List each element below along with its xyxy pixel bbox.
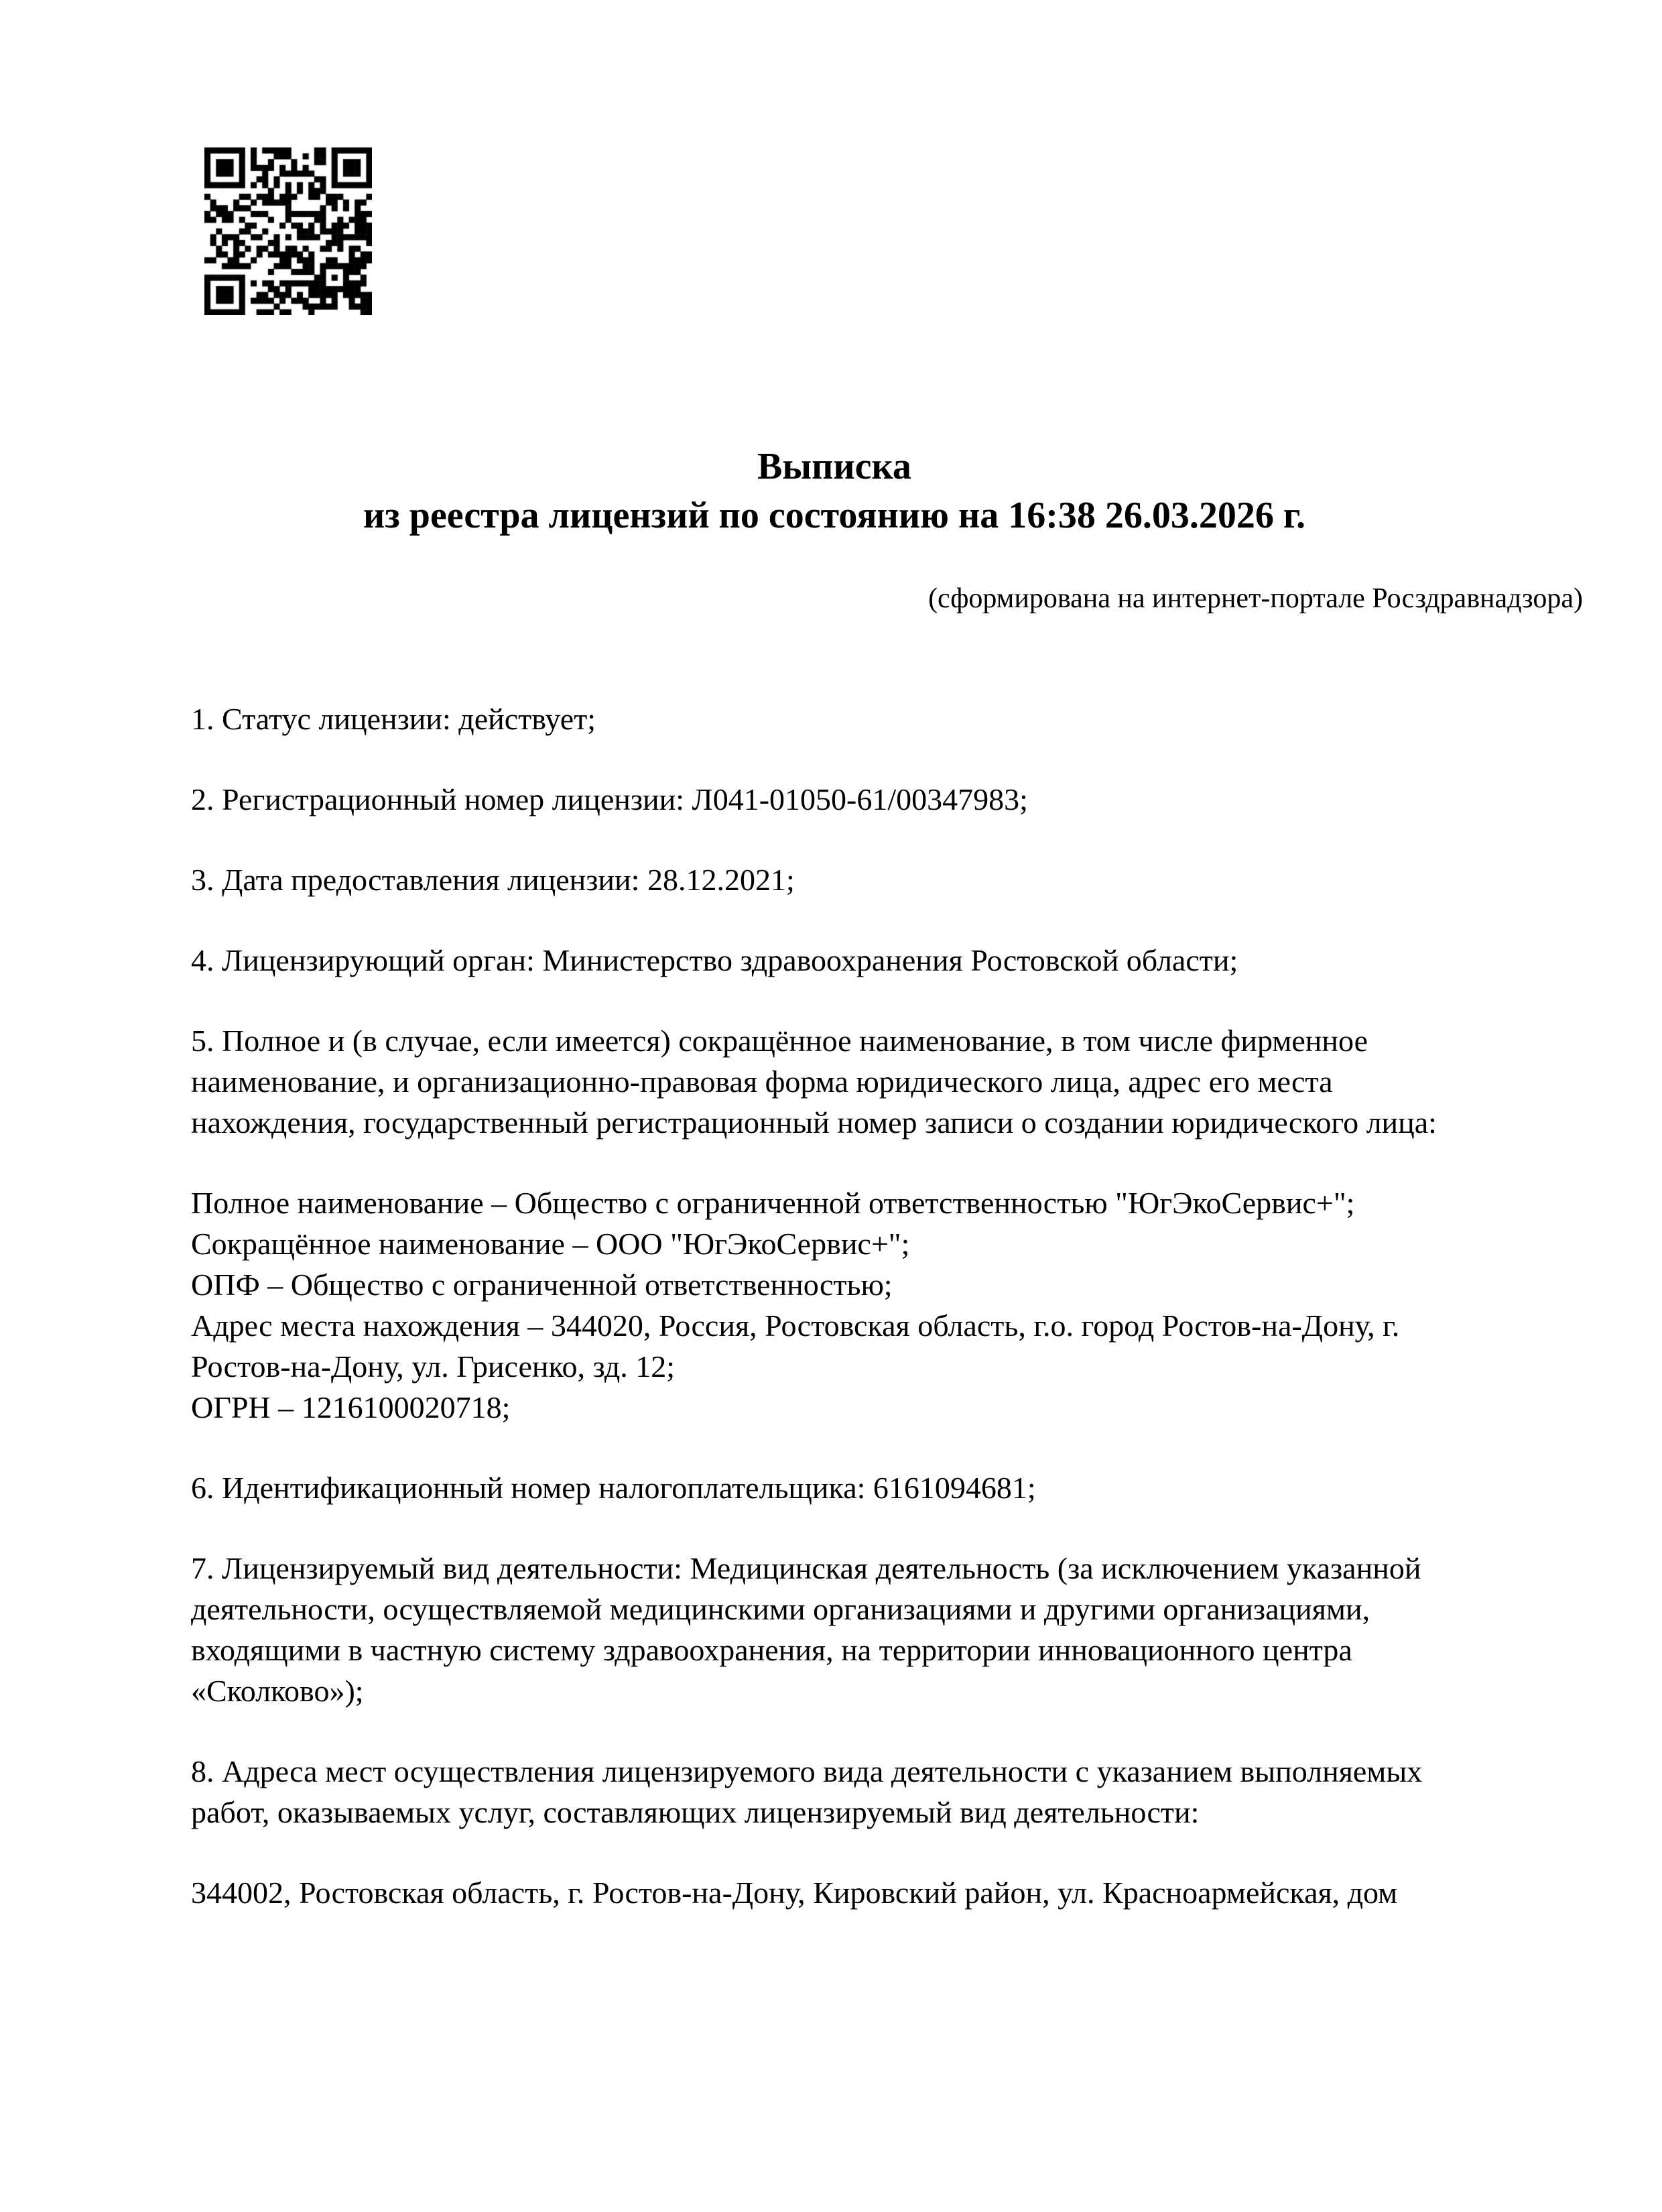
text-line: ОГРН – 1216100020718; xyxy=(191,1390,511,1424)
text-line: Сокращённое наименование – ООО "ЮгЭкоСервис+"; xyxy=(191,1227,910,1261)
paragraph-licensed-activity xyxy=(191,1548,1525,1711)
paragraph-registration-number xyxy=(191,779,1525,820)
paragraph-item5-heading xyxy=(191,1020,1525,1143)
paragraph-grant-date xyxy=(191,859,1525,900)
document-body xyxy=(191,698,1525,1913)
text-line: 1. Статус лицензии: действует; xyxy=(191,702,596,736)
paragraph-organization-details xyxy=(191,1182,1525,1428)
paragraph-activity-address xyxy=(191,1872,1525,1913)
text-line: работ, оказываемых услуг, составляющих лицензируемый вид деятельности: xyxy=(191,1795,1200,1829)
text-line: 6. Идентификационный номер налогоплательщика: 6161094681; xyxy=(191,1471,1036,1505)
text-line: Адрес места нахождения – 344020, Россия, Ростовская область, г.о. город Ростов-на-Дону, г. xyxy=(191,1308,1400,1343)
paragraph-licensing-authority xyxy=(191,940,1525,981)
paragraph-taxpayer-number xyxy=(191,1467,1525,1508)
text-line: входящими в частную систему здравоохранения, на территории инновационного центра xyxy=(191,1633,1352,1667)
text-line: деятельности, осуществляемой медицинскими организациями и другими организациями, xyxy=(191,1592,1370,1626)
text-line: Полное наименование – Общество с ограниченной ответственностью "ЮгЭкоСервис+"; xyxy=(191,1186,1355,1220)
paragraph-item8-heading xyxy=(191,1751,1525,1833)
text-line: 4. Лицензирующий орган: Министерство здравоохранения Ростовской области; xyxy=(191,943,1238,977)
text-line: ОПФ – Общество с ограниченной ответственностью; xyxy=(191,1268,893,1302)
text-line: 344002, Ростовская область, г. Ростов-на-Дону, Кировский район, ул. Красноармейская, дом xyxy=(191,1876,1398,1910)
text-line: 3. Дата предоставления лицензии: 28.12.2021; xyxy=(191,863,795,897)
text-line: 5. Полное и (в случае, если имеется) сокращённое наименование, в том числе фирменное xyxy=(191,1024,1368,1058)
document-title xyxy=(191,442,1478,540)
qr-code xyxy=(204,147,372,315)
document-subtitle: (сформирована на интернет-портале Росздравнадзора) xyxy=(928,583,1583,614)
title-line-2: из реестра лицензий по состоянию на 16:38 26.03.2026 г. xyxy=(363,495,1305,536)
text-line: «Сколково»); xyxy=(191,1674,364,1708)
paragraph-license-status xyxy=(191,698,1525,739)
text-line: нахождения, государственный регистрационный номер записи о создании юридического лица: xyxy=(191,1105,1437,1140)
text-line: наименование, и организационно-правовая форма юридического лица, адрес его места xyxy=(191,1064,1333,1099)
text-line: 8. Адреса мест осуществления лицензируемого вида деятельности с указанием выполняемых xyxy=(191,1754,1423,1788)
text-line: 7. Лицензируемый вид деятельности: Медицинская деятельность (за исключением указанной xyxy=(191,1551,1421,1585)
text-line: Ростов-на-Дону, ул. Грисенко, зд. 12; xyxy=(191,1349,676,1384)
text-line: 2. Регистрационный номер лицензии: Л041-01050-61/00347983; xyxy=(191,782,1028,816)
title-line-1: Выписка xyxy=(757,446,911,487)
